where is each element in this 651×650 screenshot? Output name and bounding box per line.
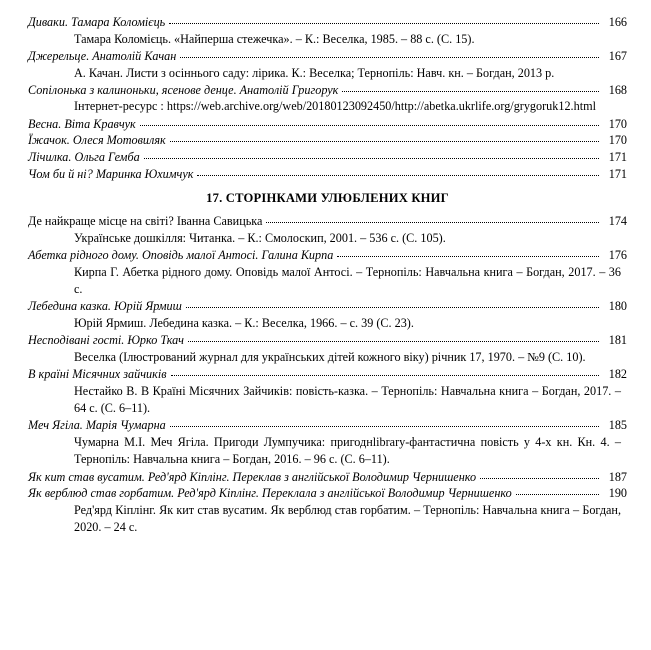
toc-entry[interactable] — [28, 366, 627, 383]
dot-leader — [337, 246, 599, 257]
dot-leader — [516, 484, 599, 495]
toc-entry-title: Лічилка. Ольга Гемба — [28, 149, 140, 164]
toc-page-number: 182 — [608, 367, 627, 382]
toc-entry-block — [28, 485, 627, 536]
dot-leader — [144, 148, 599, 159]
toc-entry-title: Весна. Віта Кравчук — [28, 116, 136, 131]
toc-entry-title: Як верблюд став горбатим. Ред'ярд Кіплінг. Переклала з англійської Володимир Чернишенко — [28, 486, 512, 501]
toc-entry-block — [28, 116, 627, 133]
dot-leader — [180, 47, 599, 58]
toc-entry-block — [28, 417, 627, 468]
toc-page-number: 171 — [608, 149, 627, 164]
toc-entry-title: Абетка рідного дому. Оповідь малої Антосі. Галина Кирпа — [28, 248, 334, 263]
toc-entry-title: Чом би й ні? Маринка Юхимчук — [28, 166, 194, 181]
toc-entry-description: Чумарна М.І. Меч Ягіла. Пригоди Лумпучика: пригоднlibrary-фантастична повість у 4-х кн. Кн. 4. – Тернопіль: Навчальна книга – Богдан, 2016. – 96 с. (С. 6–11). — [74, 435, 621, 467]
toc-entry-description: Українське дошкілля: Читанка. – К.: Смолоскип, 2001. – 536 с. (С. 105). — [74, 230, 446, 245]
toc-page-number: 190 — [608, 486, 627, 501]
toc-entry-description: Тамара Коломієць. «Найперша стежечка». – К.: Веселка, 1985. – 88 с. (С. 15). — [74, 31, 475, 46]
toc-page-number: 181 — [608, 333, 627, 348]
toc-entry-title: Джерельце. Анатолій Качан — [28, 48, 177, 63]
toc-entry-description: Кирпа Г. Абетка рідного дому. Оповідь малої Антосі. – Тернопіль: Навчальна книга – Богдан, 2017. – 36 с. — [74, 264, 621, 296]
dot-leader — [186, 297, 599, 308]
toc-entry[interactable] — [28, 48, 627, 65]
toc-entry-block — [28, 132, 627, 149]
section-heading: 17. СТОРІНКАМИ УЛЮБЛЕНИХ КНИГ — [206, 191, 449, 206]
toc-entry-title: Де найкраще місце на світі? Іванна Савицька — [28, 214, 263, 229]
toc-entry-block — [28, 366, 627, 417]
toc-page-number: 174 — [608, 214, 627, 229]
toc-page-number: 176 — [608, 248, 627, 263]
toc-entry-title: Сопілонька з калиноньки, ясенове денце. Анатолій Григорук — [28, 82, 339, 97]
toc-entry[interactable] — [28, 132, 627, 149]
dot-leader — [480, 467, 599, 478]
toc-entry[interactable] — [28, 247, 627, 264]
toc-entry[interactable] — [28, 14, 627, 31]
toc-entry-block — [28, 298, 627, 332]
toc-entry[interactable] — [28, 213, 627, 230]
dot-leader — [266, 212, 599, 223]
dot-leader — [188, 331, 599, 342]
toc-entry-description: Нестайко В. В Країні Місячних Зайчиків: повість-казка. – Тернопіль: Навчальна книга – Богдан, 2017. – 64 с. (С. 6–11). — [74, 383, 621, 416]
toc-page-number: 187 — [608, 469, 627, 484]
toc-entry-description: Юрій Ярмиш. Лебедина казка. – К.: Веселка, 1966. – с. 39 (С. 23). — [74, 315, 414, 330]
toc-entry-description: Ред'ярд Кіплінг. Як кит став вусатим. Як верблюд став горбатим. – Тернопіль: Навчальна книга – Богдан, 2020. – 24 с. — [74, 502, 621, 535]
toc-entry-title: Диваки. Тамара Коломієць — [28, 15, 166, 29]
toc-entry[interactable] — [28, 332, 627, 349]
toc-entry-block — [28, 213, 627, 247]
toc-entry[interactable] — [28, 149, 627, 166]
toc-page-number: 171 — [608, 166, 627, 181]
dot-leader — [170, 416, 599, 427]
toc-entry-description: Веселка (Ілюстрований журнал для українських дітей кожного віку) річник 17, 1970. – №9 (С. 10). — [74, 349, 586, 364]
toc-entry-title: Їжачок. Олеся Мотовиляк — [28, 133, 166, 148]
dot-leader — [140, 114, 599, 125]
toc-page-number: 170 — [608, 133, 627, 148]
toc-entry[interactable] — [28, 469, 627, 486]
toc-entry-title: В країні Місячних зайчиків — [28, 367, 167, 382]
toc-entry[interactable] — [28, 485, 627, 502]
toc-entry-title: Лебедина казка. Юрій Ярмиш — [28, 299, 182, 314]
toc-entry[interactable] — [28, 417, 627, 434]
toc-page-number: 185 — [608, 418, 627, 433]
toc-entry-block — [28, 149, 627, 166]
toc-entry[interactable] — [28, 166, 627, 183]
toc-page-number: 170 — [608, 116, 627, 131]
dot-leader — [170, 131, 599, 142]
toc-entry-block — [28, 469, 627, 486]
toc-entry-title: Несподівані гості. Юрко Ткач — [28, 333, 184, 348]
dot-leader — [342, 80, 599, 91]
toc-page-number: 180 — [608, 299, 627, 314]
toc-entry-block — [28, 247, 627, 298]
toc-entry-block — [28, 166, 627, 183]
dot-leader — [171, 365, 600, 376]
toc-entry-block — [28, 48, 627, 82]
toc-entry-block — [28, 82, 627, 116]
toc-entry-description: Інтернет-ресурс : https://web.archive.org/web/20180123092450/http://abetka.ukrlife.org/grygoruk12.html — [74, 99, 596, 114]
toc-entry[interactable] — [28, 116, 627, 133]
toc-entry-description: А. Качан. Листи з осіннього саду: лірика. К.: Веселка; Тернопіль: Навч. кн. – Богдан, 2013 р. — [74, 65, 555, 80]
toc-entry[interactable] — [28, 82, 627, 99]
toc-page-number: 166 — [608, 15, 627, 29]
toc-entry-block — [28, 332, 627, 366]
toc-entry[interactable] — [28, 298, 627, 315]
toc-entry-title: Меч Ягіла. Марія Чумарна — [28, 418, 166, 433]
dot-leader — [169, 13, 599, 24]
toc-page-number: 168 — [608, 82, 627, 97]
toc-entry-block — [28, 14, 627, 48]
toc-entry-title: Як кит став вусатим. Ред'ярд Кіплінг. Переклав з англійської Володимир Чернишенко — [28, 469, 477, 484]
dot-leader — [197, 164, 599, 175]
toc-page-number: 167 — [608, 48, 627, 63]
